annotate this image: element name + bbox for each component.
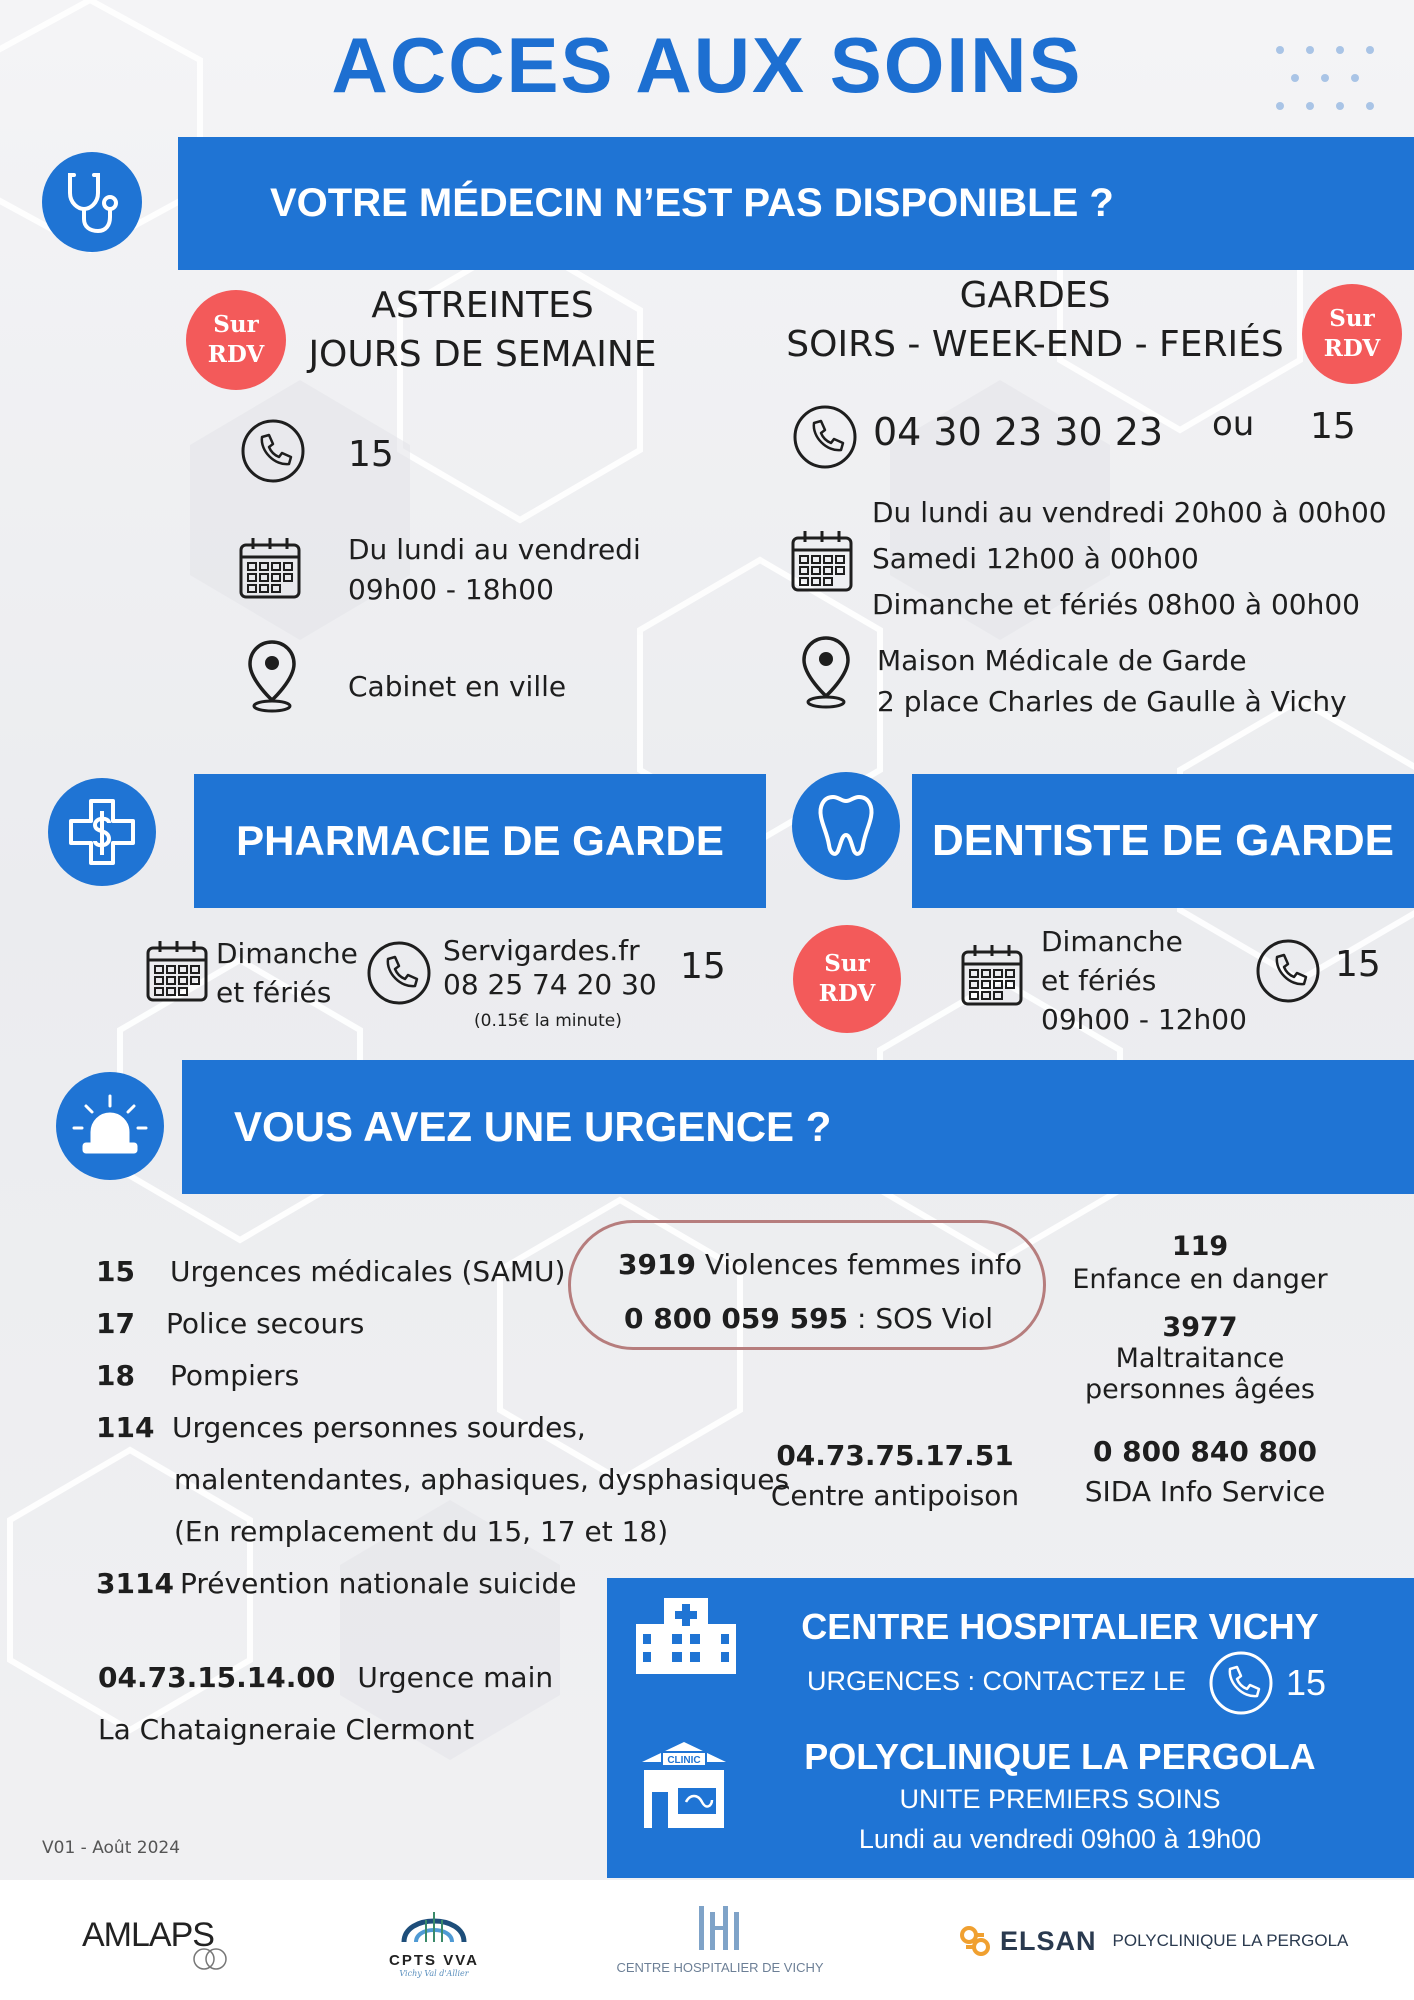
rdv-badge-dentiste bbox=[793, 925, 901, 1033]
rdv-line-2: RDV bbox=[818, 980, 876, 1007]
list-item bbox=[96, 1350, 789, 1402]
amlaps-mark bbox=[190, 1946, 230, 1972]
phone-icon bbox=[366, 940, 432, 1006]
pharmacie-heading: PHARMACIE DE GARDE bbox=[236, 817, 724, 864]
gardes-hours-2: Samedi 12h00 à 00h00 bbox=[872, 542, 1199, 575]
sida-block bbox=[1070, 1432, 1340, 1512]
rdv-line-2: RDV bbox=[1323, 335, 1381, 362]
urgence-num[interactable]: 3114 bbox=[96, 1567, 174, 1600]
calendar-icon bbox=[790, 528, 854, 594]
pharmacie-contact bbox=[443, 934, 657, 1002]
astreintes-days-2: 09h00 - 18h00 bbox=[348, 573, 554, 606]
rdv-line-1: Sur bbox=[824, 950, 870, 977]
urgence-num[interactable]: 15 bbox=[96, 1255, 135, 1288]
enfance-block bbox=[1040, 1230, 1360, 1296]
gardes-hours bbox=[872, 490, 1387, 628]
urgence-label: Prévention nationale suicide bbox=[180, 1567, 577, 1600]
antipoison-block bbox=[760, 1436, 1030, 1516]
gardes-phone[interactable]: 04 30 23 30 23 bbox=[873, 410, 1164, 454]
antipoison-num[interactable]: 04.73.75.17.51 bbox=[776, 1439, 1014, 1472]
astreintes-title bbox=[280, 285, 685, 375]
dentiste-days-2: et fériés bbox=[1041, 964, 1157, 997]
violence-label-1: Violences femmes info bbox=[704, 1248, 1023, 1281]
urgence-num[interactable]: 17 bbox=[96, 1307, 135, 1340]
elsan-logo bbox=[958, 1924, 1348, 1958]
cpts-emblem bbox=[378, 1892, 490, 1948]
pharmacie-price: (0.15€ la minute) bbox=[474, 1011, 622, 1031]
maltraitance-block bbox=[1040, 1312, 1360, 1405]
elsan-mark bbox=[958, 1924, 992, 1958]
phone-icon bbox=[240, 418, 306, 484]
pergola-logo-text: POLYCLINIQUE LA PERGOLA bbox=[1112, 1931, 1349, 1950]
gardes-location-2: 2 place Charles de Gaulle à Vichy bbox=[877, 685, 1347, 718]
urgence-label: Police secours bbox=[166, 1307, 365, 1340]
medecin-heading: VOTRE MÉDECIN N’EST PAS DISPONIBLE ? bbox=[270, 181, 1114, 225]
pharmacie-phone[interactable]: 08 25 74 20 30 bbox=[443, 968, 657, 1001]
astreintes-days bbox=[348, 530, 641, 610]
pharmacie-heading-band bbox=[194, 774, 766, 908]
version-label: V01 - Août 2024 bbox=[42, 1838, 181, 1858]
list-item bbox=[96, 1402, 789, 1454]
page-title: ACCES AUX SOINS bbox=[331, 21, 1083, 109]
maltraitance-num[interactable]: 3977 bbox=[1162, 1312, 1238, 1343]
urgence-label: Pompiers bbox=[170, 1359, 300, 1392]
rdv-badge-gardes bbox=[1302, 284, 1402, 384]
location-pin-icon bbox=[246, 638, 298, 714]
ch-vichy-mark bbox=[693, 1904, 747, 1952]
gardes-hours-1: Du lundi au vendredi 20h00 à 00h00 bbox=[872, 496, 1387, 529]
clinic-name: POLYCLINIQUE LA PERGOLA bbox=[804, 1736, 1316, 1777]
calendar-icon bbox=[238, 535, 302, 601]
enfance-num[interactable]: 119 bbox=[1171, 1231, 1229, 1262]
urgence-main-block bbox=[98, 1652, 553, 1756]
phone-icon bbox=[792, 404, 858, 470]
amlaps-logo bbox=[82, 1916, 214, 1955]
sida-label: SIDA Info Service bbox=[1084, 1475, 1326, 1508]
pharmacie-site[interactable]: Servigardes.fr bbox=[443, 934, 640, 967]
astreintes-phone[interactable]: 15 bbox=[348, 434, 394, 475]
rdv-badge-astreintes bbox=[186, 290, 286, 390]
gardes-location bbox=[877, 640, 1347, 722]
pharmacie-days-1: Dimanche bbox=[216, 937, 358, 970]
urgence-heading-band bbox=[182, 1060, 1414, 1194]
cpts-logo bbox=[378, 1892, 490, 1992]
enfance-label: Enfance en danger bbox=[1072, 1264, 1328, 1295]
dentiste-heading-band bbox=[912, 774, 1414, 908]
phone-icon bbox=[1255, 938, 1321, 1004]
clinic-unit: UNITE PREMIERS SOINS bbox=[899, 1784, 1221, 1814]
ch-vichy-logo-text: CENTRE HOSPITALIER DE VICHY bbox=[616, 1960, 824, 1975]
gardes-location-1: Maison Médicale de Garde bbox=[877, 644, 1247, 677]
gardes-title bbox=[770, 275, 1300, 365]
clinic-icon bbox=[636, 1740, 732, 1832]
ch-vichy-logo bbox=[600, 1904, 840, 1975]
clinic-hours: Lundi au vendredi 09h00 à 19h00 bbox=[858, 1824, 1262, 1854]
sida-num[interactable]: 0 800 840 800 bbox=[1092, 1435, 1318, 1468]
gardes-title-1: GARDES bbox=[959, 275, 1111, 316]
calendar-icon bbox=[145, 938, 209, 1004]
urgence-main-label: Urgence main bbox=[357, 1661, 554, 1694]
medecin-heading-band bbox=[178, 137, 1414, 270]
antipoison-label: Centre antipoison bbox=[770, 1479, 1020, 1512]
violence-num-1[interactable]: 3919 bbox=[618, 1248, 696, 1281]
gardes-title-2: SOIRS - WEEK-END - FERIÉS bbox=[786, 324, 1284, 365]
urgence-label: Urgences médicales (SAMU) bbox=[170, 1255, 566, 1288]
location-pin-icon bbox=[800, 634, 852, 710]
urgence-num[interactable]: 114 bbox=[96, 1411, 155, 1444]
hospital-name: CENTRE HOSPITALIER VICHY bbox=[801, 1606, 1319, 1647]
gardes-or: ou bbox=[1212, 404, 1255, 444]
gardes-hours-3: Dimanche et fériés 08h00 à 00h00 bbox=[872, 588, 1360, 621]
dentiste-phone[interactable]: 15 bbox=[1335, 944, 1381, 985]
tooth-icon bbox=[792, 772, 900, 880]
elsan-logo-text: ELSAN bbox=[1000, 1925, 1097, 1956]
cpts-logo-subtitle: Vichy Val d'Allier bbox=[399, 1969, 469, 1978]
phone-icon bbox=[1208, 1650, 1274, 1716]
pharmacie-days-2: et fériés bbox=[216, 976, 332, 1009]
dentiste-days bbox=[1041, 922, 1247, 1039]
violence-num-2[interactable]: 0 800 059 595 bbox=[624, 1302, 849, 1335]
clinic-sign: CLINIC bbox=[667, 1755, 701, 1766]
urgence-num[interactable]: 18 bbox=[96, 1359, 135, 1392]
rdv-line-1: Sur bbox=[1329, 305, 1375, 332]
urgence-main-num[interactable]: 04.73.15.14.00 bbox=[98, 1661, 336, 1694]
astreintes-location: Cabinet en ville bbox=[348, 670, 567, 703]
violence-line-2 bbox=[624, 1302, 993, 1335]
amlaps-logo-text: AMLAPS bbox=[82, 1916, 214, 1954]
urgence-main-place: La Chataigneraie Clermont bbox=[98, 1713, 475, 1746]
rdv-line-2: RDV bbox=[207, 341, 265, 368]
hospital-phone[interactable]: 15 bbox=[1286, 1662, 1327, 1703]
stethoscope-icon bbox=[42, 152, 142, 252]
calendar-icon bbox=[960, 942, 1024, 1008]
astreintes-days-1: Du lundi au vendredi bbox=[348, 533, 641, 566]
hospital-icon bbox=[636, 1598, 736, 1676]
maltraitance-label-2: personnes âgées bbox=[1085, 1374, 1315, 1405]
pharmacie-days bbox=[216, 934, 358, 1012]
pharmacie-phone-alt[interactable]: 15 bbox=[680, 946, 726, 987]
gardes-phone-alt[interactable]: 15 bbox=[1310, 406, 1356, 447]
cpts-logo-text: CPTS VVA bbox=[389, 1952, 479, 1969]
violence-line-1 bbox=[618, 1248, 1022, 1281]
urgence-label: Urgences personnes sourdes, bbox=[172, 1411, 586, 1444]
urgence-114-line-2: malentendantes, aphasiques, dysphasiques bbox=[174, 1463, 790, 1496]
dentiste-days-1: Dimanche bbox=[1041, 925, 1183, 958]
siren-icon bbox=[56, 1072, 164, 1180]
urgence-114-line-3: (En remplacement du 15, 17 et 18) bbox=[174, 1515, 669, 1548]
dentiste-heading: DENTISTE DE GARDE bbox=[931, 816, 1395, 865]
rdv-line-1: Sur bbox=[213, 311, 259, 338]
astreintes-title-1: ASTREINTES bbox=[371, 285, 594, 326]
violence-label-2: : SOS Viol bbox=[848, 1302, 994, 1335]
pharmacy-cross-icon bbox=[48, 778, 156, 886]
hospital-contact: URGENCES : CONTACTEZ LE bbox=[807, 1666, 1187, 1696]
dentiste-days-3: 09h00 - 12h00 bbox=[1041, 1003, 1247, 1036]
maltraitance-label-1: Maltraitance bbox=[1115, 1343, 1285, 1374]
astreintes-title-2: JOURS DE SEMAINE bbox=[308, 334, 657, 375]
urgence-heading: VOUS AVEZ UNE URGENCE ? bbox=[234, 1103, 832, 1150]
